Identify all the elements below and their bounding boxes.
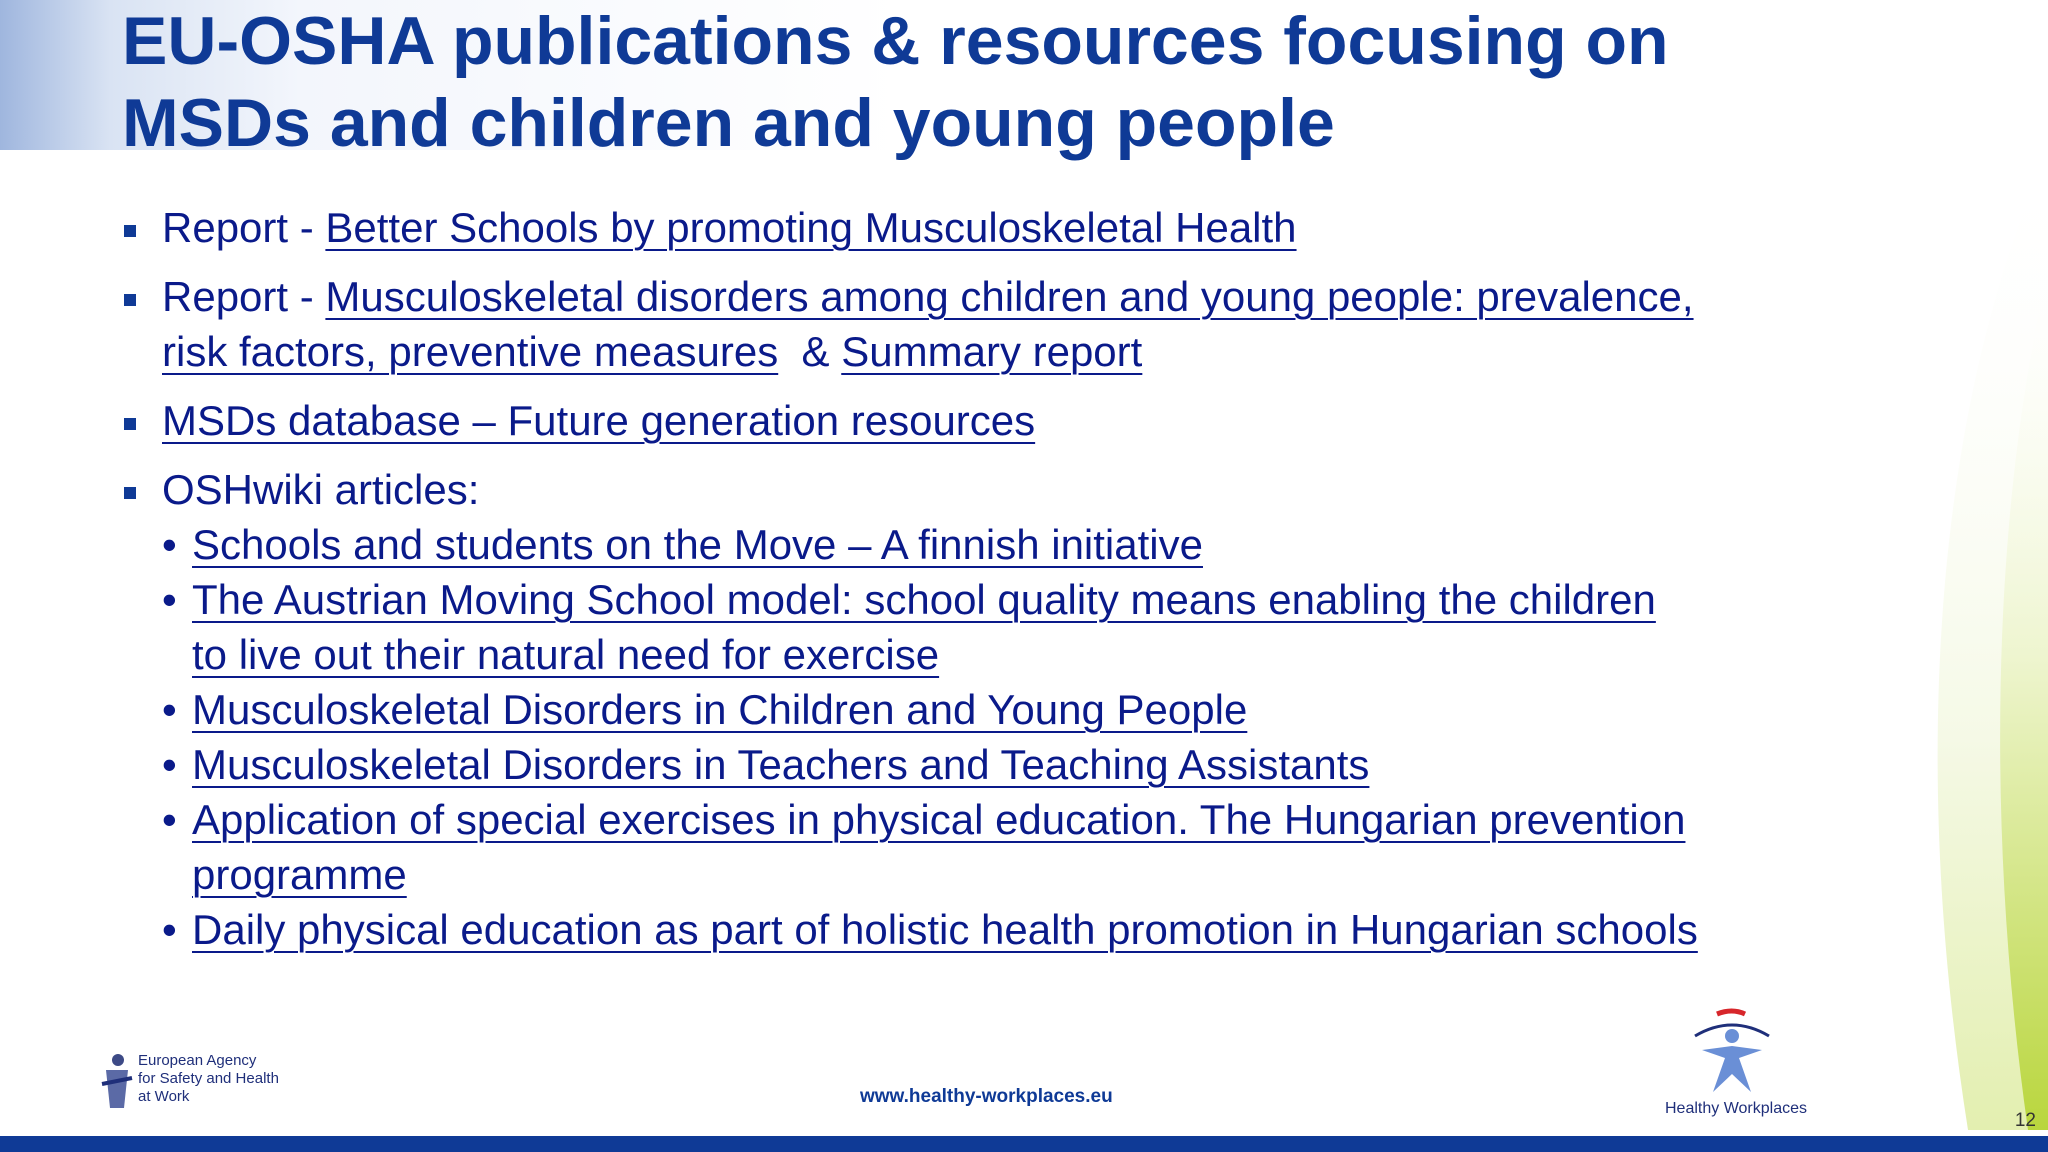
link-article[interactable]: Daily physical education as part of holistic health promotion in Hungarian schools xyxy=(192,906,1698,953)
bullet-dot-icon: • xyxy=(162,576,177,623)
article-item xyxy=(122,517,1872,572)
agency-name xyxy=(138,1052,279,1106)
link-summary-report[interactable]: Summary report xyxy=(841,328,1143,375)
eu-osha-emblem-icon xyxy=(98,1050,136,1110)
square-bullet-icon xyxy=(124,225,136,237)
link-article[interactable]: The Austrian Moving School model: school quality means enabling the children xyxy=(192,576,1656,623)
square-bullet-icon xyxy=(124,418,136,430)
footer-url: www.healthy-workplaces.eu xyxy=(860,1086,1113,1107)
footer-bar xyxy=(0,1136,2048,1152)
article-item xyxy=(122,737,1872,792)
campaign-label: Healthy Workplaces xyxy=(1665,1100,1807,1117)
bullet-dot-icon: • xyxy=(162,521,177,568)
title-line-1: EU-OSHA publications & resources focusing on xyxy=(122,3,1669,79)
bullet-dot-icon: • xyxy=(162,906,177,953)
list-item xyxy=(122,462,1872,517)
bullet-dot-icon: • xyxy=(162,796,177,843)
article-item xyxy=(122,682,1872,737)
title-line-2: MSDs and children and young people xyxy=(122,85,1335,161)
link-article[interactable]: Musculoskeletal Disorders in Children and Young People xyxy=(192,686,1248,733)
slide-content xyxy=(122,200,1872,957)
link-article[interactable]: Application of special exercises in physical education. The Hungarian prevention xyxy=(192,796,1686,843)
link-article[interactable]: Musculoskeletal Disorders in Teachers and Teaching Assistants xyxy=(192,741,1370,788)
page-number: 12 xyxy=(2014,1110,2036,1131)
square-bullet-icon xyxy=(124,294,136,306)
link-article-cont[interactable]: to live out their natural need for exercise xyxy=(192,631,940,678)
healthy-workplaces-figure-icon xyxy=(1677,1008,1787,1098)
item-prefix: Report - xyxy=(162,204,326,251)
link-article[interactable]: Schools and students on the Move – A finnish initiative xyxy=(192,521,1203,568)
list-item xyxy=(122,269,1872,379)
item-separator: & xyxy=(778,328,842,375)
agency-line: European Agency xyxy=(138,1052,257,1069)
bullet-dot-icon: • xyxy=(162,686,177,733)
link-article-cont[interactable]: programme xyxy=(192,851,407,898)
eu-osha-logo xyxy=(98,1048,298,1118)
page-title xyxy=(122,0,1722,164)
article-item xyxy=(122,572,1872,682)
square-bullet-icon xyxy=(124,487,136,499)
link-msd-children-report-cont[interactable]: risk factors, preventive measures xyxy=(162,328,779,375)
article-item xyxy=(122,792,1872,902)
healthy-workplaces-logo xyxy=(1655,1008,1815,1128)
agency-line: for Safety and Health xyxy=(138,1070,279,1087)
list-item xyxy=(122,393,1872,448)
list-item xyxy=(122,200,1872,255)
link-msds-database[interactable]: MSDs database – Future generation resources xyxy=(162,397,1036,444)
article-item xyxy=(122,902,1872,957)
oshwiki-heading: OSHwiki articles: xyxy=(162,466,480,513)
agency-line: at Work xyxy=(138,1088,190,1105)
link-msd-children-report[interactable]: Musculoskeletal disorders among children and young people: prevalence, xyxy=(325,273,1694,320)
item-prefix: Report - xyxy=(162,273,326,320)
bullet-dot-icon: • xyxy=(162,741,177,788)
link-better-schools[interactable]: Better Schools by promoting Musculoskeletal Health xyxy=(325,204,1297,251)
oshwiki-article-list xyxy=(122,517,1872,957)
